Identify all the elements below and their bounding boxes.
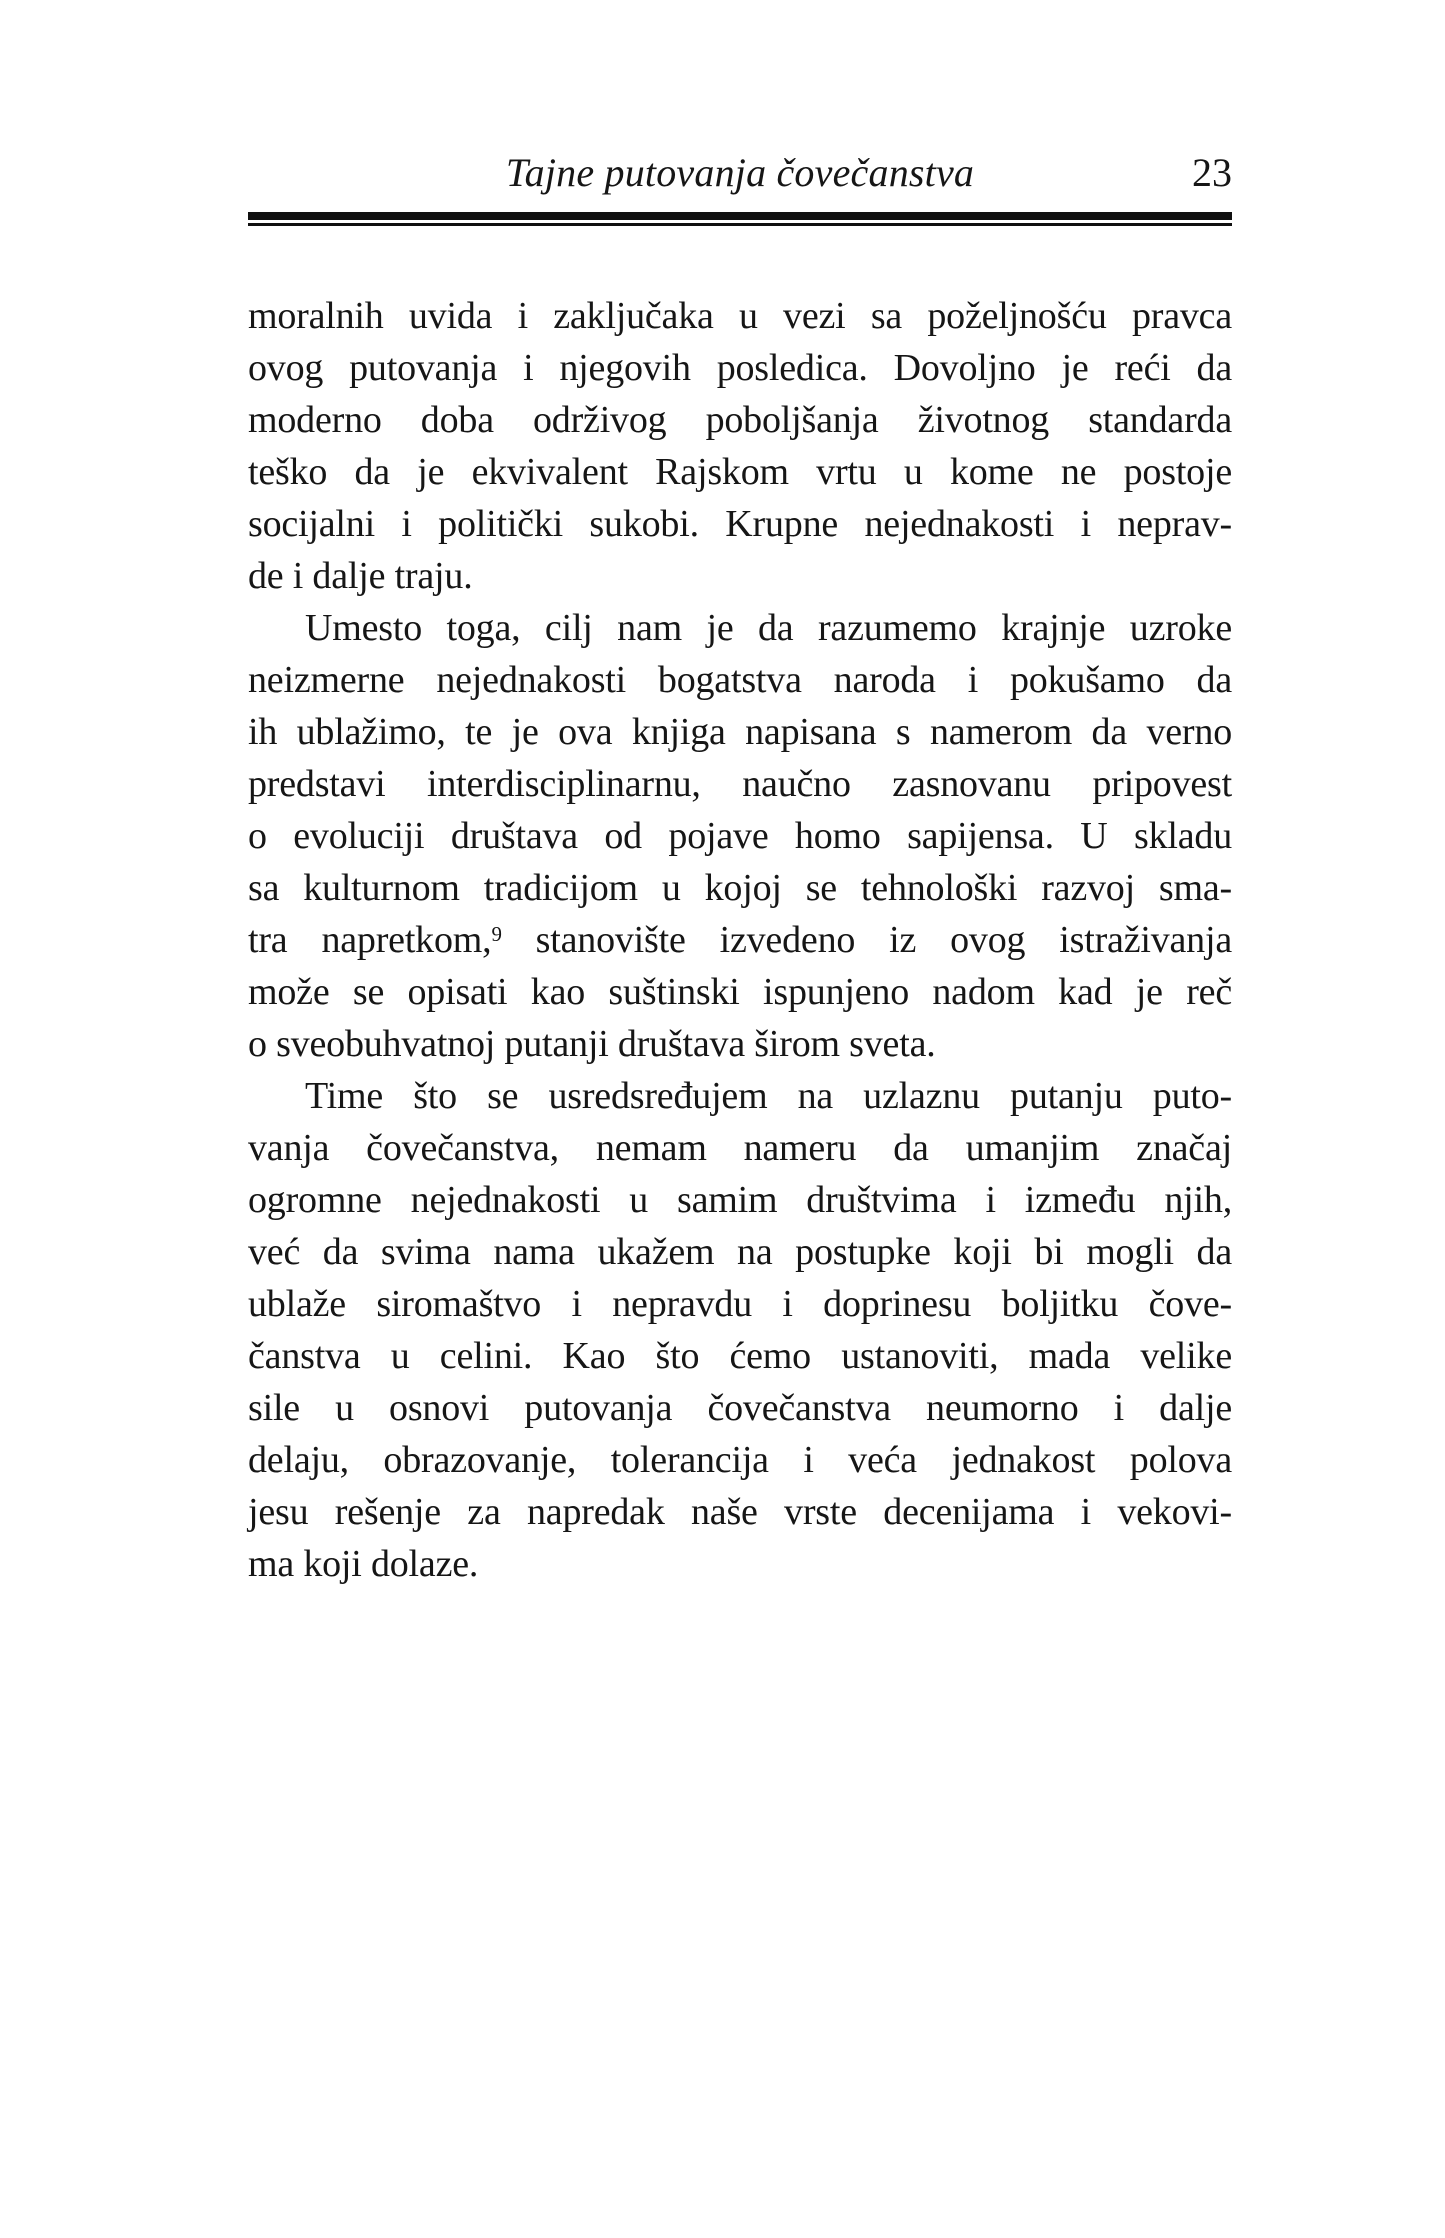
text-line: čanstva u celini. Kao što ćemo ustanoviti, mada velike: [248, 1335, 1232, 1377]
text-line: neizmerne nejednakosti bogatstva naroda i pokušamo da: [248, 659, 1232, 701]
text-block: [248, 148, 1232, 1590]
text-line: predstavi interdisciplinarnu, naučno zasnovanu pripovest: [248, 763, 1232, 805]
text-line: sa kulturnom tradicijom u kojoj se tehnološki razvoj sma-: [248, 867, 1232, 909]
text-line: već da svima nama ukažem na postupke koji bi mogli da: [248, 1231, 1232, 1273]
footnote-marker: 9: [491, 921, 502, 946]
text-line: Umesto toga, cilj nam je da razumemo krajnje uzroke: [305, 607, 1232, 649]
text-line: moralnih uvida i zaključaka u vezi sa poželjnošću pravca: [248, 295, 1232, 337]
text-line: ma koji dolaze.: [248, 1543, 479, 1585]
text-line: delaju, obrazovanje, tolerancija i veća jednakost polova: [248, 1439, 1232, 1481]
text-line: tra napretkom,$^9$ stanovište izvedeno iz ovog istraživanja: [248, 919, 1233, 961]
text-line: moderno doba održivog poboljšanja životnog standarda: [248, 399, 1232, 441]
text-line: teško da je ekvivalent Rajskom vrtu u kome ne postoje: [248, 451, 1232, 493]
text-line: jesu rešenje za napredak naše vrste decenijama i vekovi-: [248, 1491, 1232, 1533]
rule-thin-line: [248, 223, 1232, 226]
text-line: ublaže siromaštvo i nepravdu i doprinesu boljitku čove-: [248, 1283, 1232, 1325]
text-line: ih ublažimo, te je ova knjiga napisana s namerom da verno: [248, 711, 1232, 753]
text-line: sile u osnovi putovanja čovečanstva neumorno i dalje: [248, 1387, 1232, 1429]
paragraph: [248, 1070, 1232, 1590]
text-line: vanja čovečanstva, nemam nameru da umanjim značaj: [248, 1127, 1232, 1169]
paragraph: [248, 290, 1232, 602]
rule-thick-line: [248, 212, 1232, 220]
text-line: Time što se usredsređujem na uzlaznu putanju puto-: [305, 1075, 1232, 1117]
paragraph: [248, 602, 1232, 1070]
body-text: [248, 290, 1232, 1590]
text-line: ovog putovanja i njegovih posledica. Dovoljno je reći da: [248, 347, 1232, 389]
running-header-title: Tajne putovanja čovečanstva: [505, 150, 975, 195]
text-line: de i dalje traju.: [248, 555, 473, 597]
text-line: socijalni i politički sukobi. Krupne nejednakosti i neprav-: [248, 503, 1232, 545]
text-line: može se opisati kao suštinski ispunjeno nadom kad je reč: [248, 971, 1232, 1013]
text-line: o evoluciji društava od pojave homo sapijensa. U skladu: [248, 815, 1232, 857]
header-double-rule: [248, 212, 1232, 226]
text-line: ogromne nejednakosti u samim društvima i između njih,: [248, 1179, 1232, 1221]
running-header: [248, 148, 1232, 198]
page-number: 23: [1192, 150, 1232, 195]
text-line: o sveobuhvatnoj putanji društava širom sveta.: [248, 1023, 936, 1065]
